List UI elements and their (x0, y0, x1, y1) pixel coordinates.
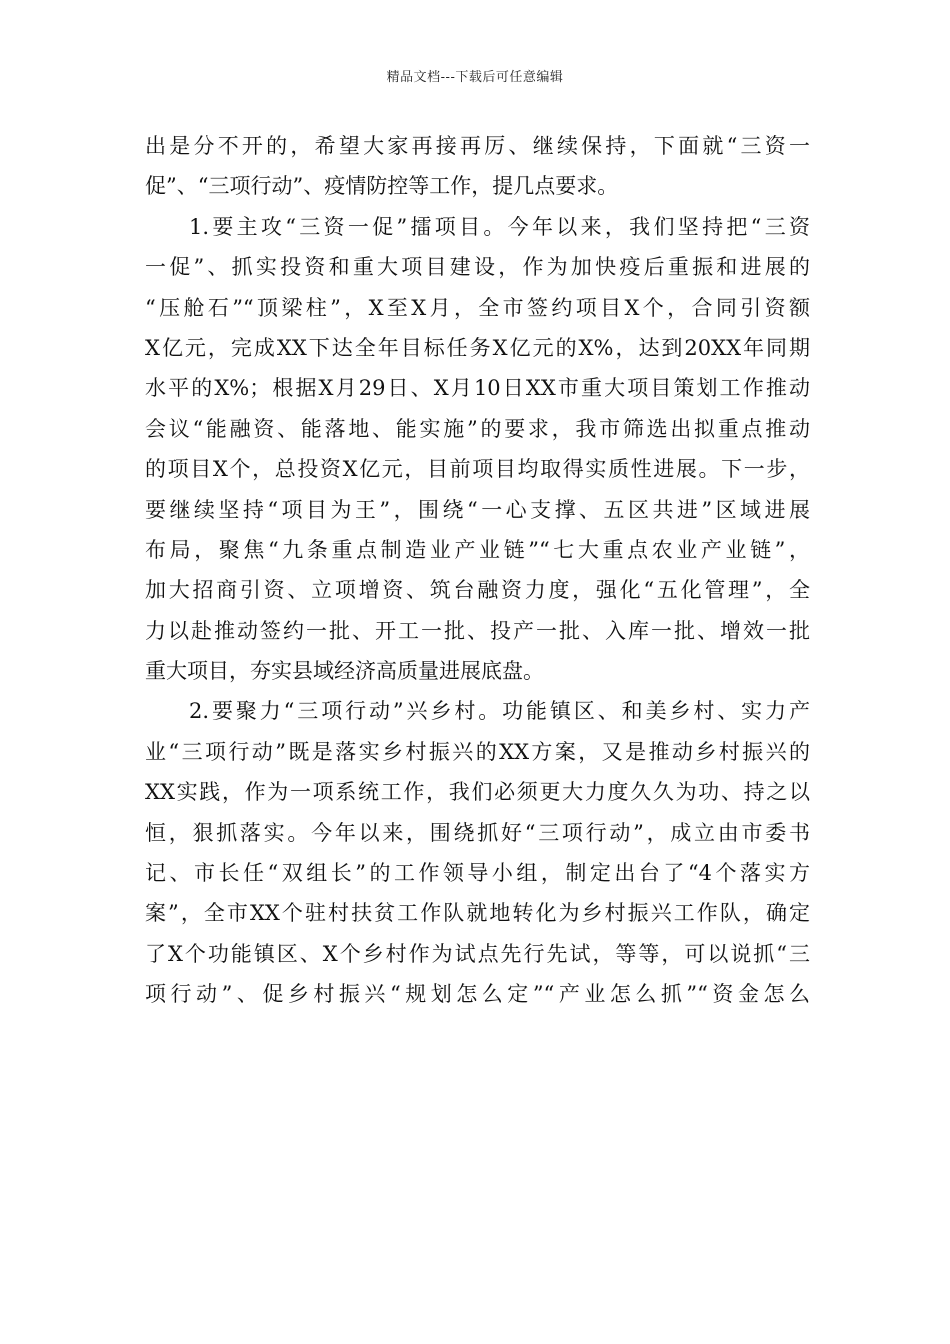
text-line: XX实践，作为一项系统工作，我们必须更大力度久久为功、持之以 (145, 780, 810, 805)
text-line: 加大招商引资、立项增资、筑台融资力度，强化“五化管理”，全 (145, 578, 810, 603)
text-line: 一促”、抓实投资和重大项目建设，作为加快疫后重振和进展的 (145, 255, 810, 280)
text-line: 恒，狠抓落实。今年以来，围绕抓好“三项行动”，成立由市委书 (145, 820, 810, 845)
text-line: 项行动”、促乡村振兴“规划怎么定”“产业怎么抓”“资金怎么 (145, 982, 810, 1007)
page-header: 精品文档---下载后可任意编辑 (386, 70, 564, 85)
text-line: 2.要聚力“三项行动”兴乡村。功能镇区、和美乡村、实力产 (189, 699, 810, 724)
text-line: 要继续坚持“项目为王”，围绕“一心支撑、五区共进”区域进展 (145, 497, 810, 522)
document-body (145, 126, 810, 1015)
text-line: 业“三项行动”既是落实乡村振兴的XX方案，又是推动乡村振兴的 (145, 739, 810, 764)
text-line: 水平的X%；根据X月29日、X月10日XX市重大项目策划工作推动 (145, 376, 810, 401)
text-line: 记、市长任“双组长”的工作领导小组，制定出台了“4个落实方 (145, 861, 810, 886)
text-line: 布局，聚焦“九条重点制造业产业链”“七大重点农业产业链”， (145, 537, 810, 562)
text-line: 出是分不开的，希望大家再接再厉、继续保持，下面就“三资一 (145, 134, 810, 158)
text-line: “压舱石”“顶梁柱”，X至X月，全市签约项目X个，合同引资额 (145, 295, 810, 320)
text-line: 会议“能融资、能落地、能实施”的要求，我市筛选出拟重点推动 (145, 416, 810, 441)
text-line: 了X个功能镇区、X个乡村作为试点先行先试，等等，可以说抓“三 (145, 941, 810, 966)
text-line: 1.要主攻“三资一促”擂项目。今年以来，我们坚持把“三资 (189, 214, 810, 239)
text-line: 的项目X个，总投资X亿元，目前项目均取得实质性进展。下一步， (145, 457, 810, 482)
text-line: 力以赴推动签约一批、开工一批、投产一批、入库一批、增效一批 (145, 618, 810, 643)
text-line: 重大项目，夯实县域经济高质量进展底盘。 (145, 659, 544, 684)
text-line: 促”、“三项行动”、疫情防控等工作，提几点要求。 (145, 174, 619, 199)
text-line: X亿元，完成XX下达全年目标任务X亿元的X%，达到20XX年同期 (145, 335, 810, 360)
text-line: 案”，全市XX个驻村扶贫工作队就地转化为乡村振兴工作队，确定 (145, 901, 810, 926)
